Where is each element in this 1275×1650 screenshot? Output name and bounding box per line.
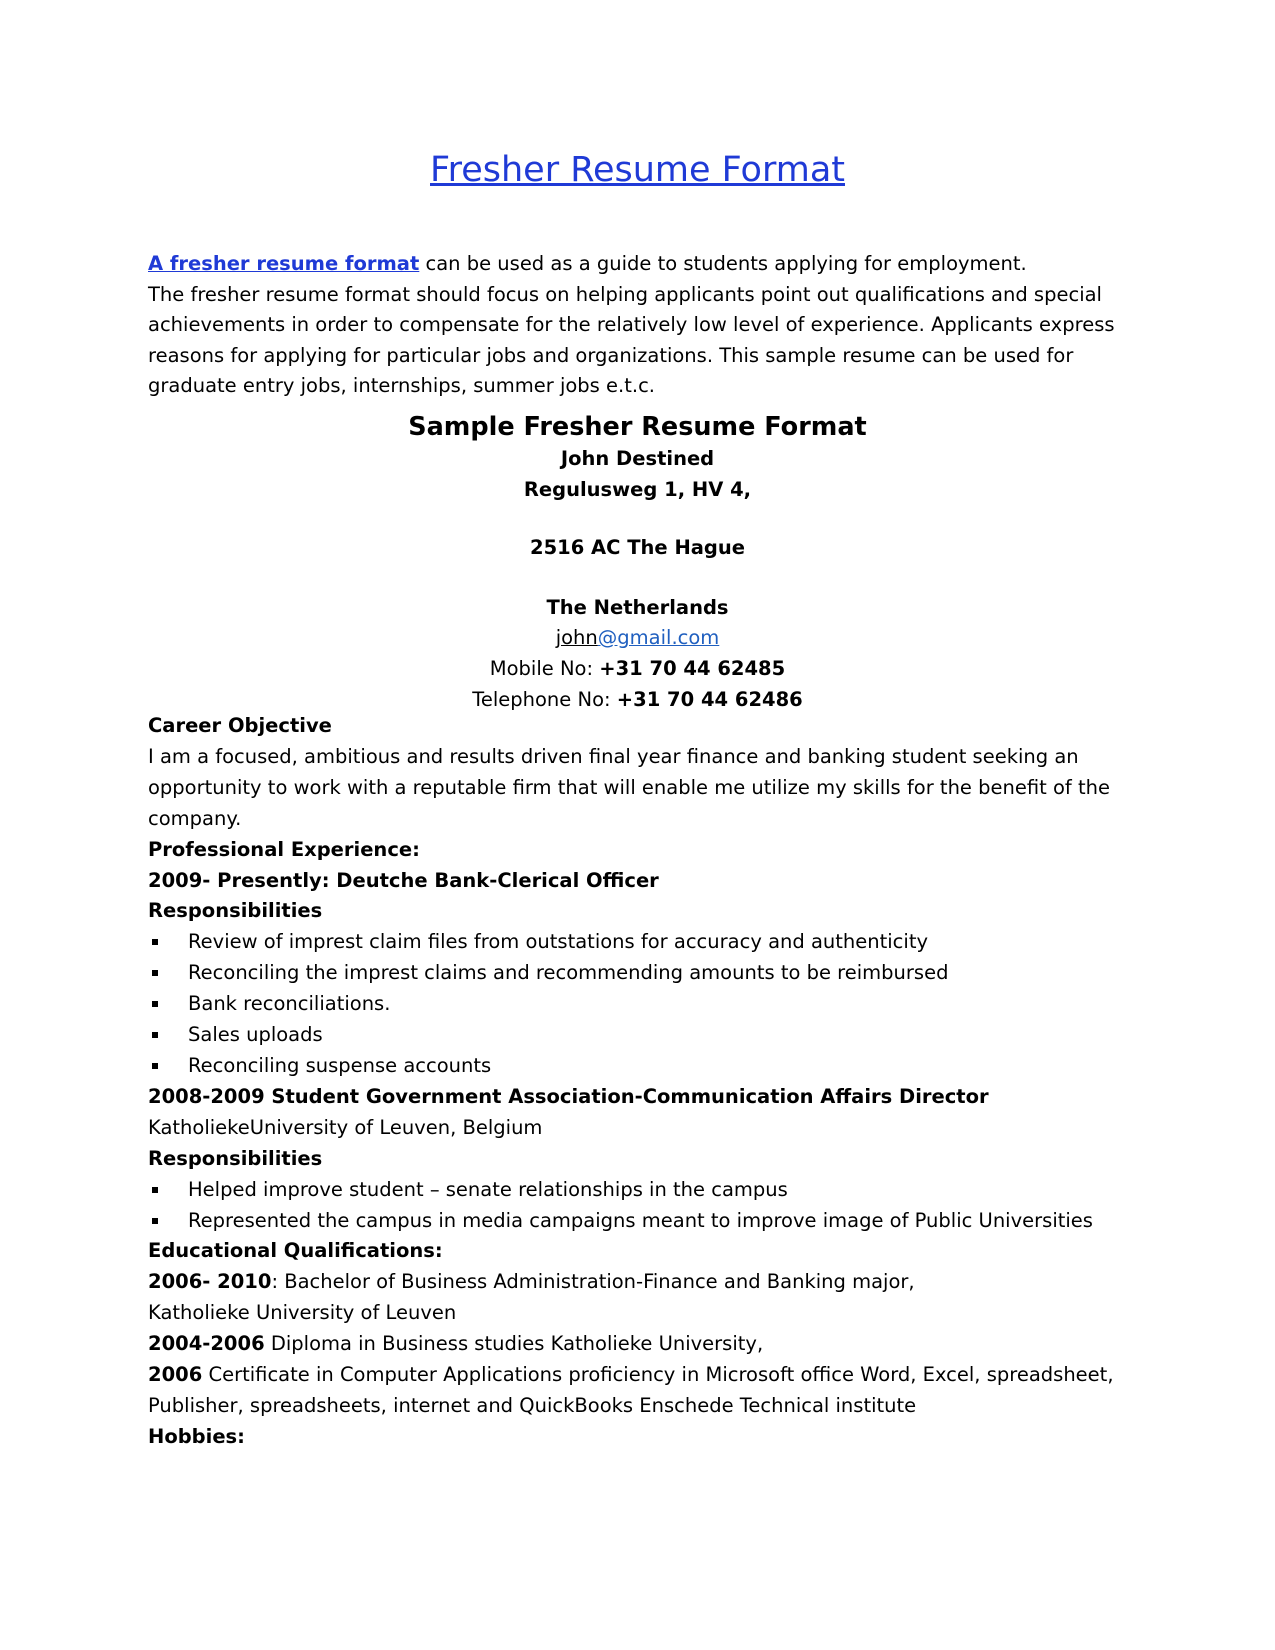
list-item: Sales uploads [148,1020,1133,1051]
sample-heading: Sample Fresher Resume Format [408,412,867,442]
mobile-label: Mobile No: [489,656,600,680]
email-link[interactable] [0,623,1275,654]
telephone-label: Telephone No: [472,687,617,711]
resume-body [148,711,1133,1453]
experience-heading: Professional Experience: [148,837,420,861]
email-user: john [555,626,598,650]
page-title [0,146,1275,194]
list-item: Bank reconciliations. [148,989,1133,1020]
intro-text: The fresher resume format should focus on helping applicants point out qualifications and special achievements in order to compensate for the relatively low level of experience. Applicants express reasons for applying for particular jobs and organizations. This sample resume can be used for graduate entry jobs, internships, summer jobs e.t.c. [148,282,1115,398]
bullet-icon [152,1032,158,1038]
career-heading: Career Objective [148,714,332,737]
bullet-icon [152,1063,158,1069]
intro-link[interactable]: A fresher resume format [148,252,420,275]
title-link[interactable]: Fresher Resume Format [430,150,845,190]
hobbies-heading: Hobbies: [148,1424,245,1448]
bullet-icon [152,1218,158,1224]
candidate-name: John Destined [560,447,715,470]
mobile-value: +31 70 44 62485 [599,656,786,680]
list-item: Review of imprest claim files from outstations for accuracy and authenticity [148,927,1133,958]
address-line-2: 2516 AC The Hague [530,536,745,560]
edu-1-school: Katholieke University of Leuven [148,1301,457,1325]
job1-responsibilities [148,927,1133,1082]
education-heading: Educational Qualifications: [148,1239,443,1263]
edu-3: 2006 Certificate in Computer Applications proficiency in Microsoft office Word, Excel, spreadsheet, Publisher, spreadsheets, internet and QuickBooks Enschede Technical institute [148,1363,1114,1417]
mobile-line [0,654,1275,685]
contact-block [0,410,1275,715]
email-domain: @gmail.com [597,626,720,650]
edu-2: 2004-2006 Diploma in Business studies Katholieke University, [148,1332,764,1356]
career-text: I am a focused, ambitious and results driven final year finance and banking student seeking an opportunity to work with a reputable firm that will enable me utilize my skills for the benefit of the company. [148,744,1110,830]
list-item: Helped improve student – senate relationships in the campus [148,1175,1133,1206]
job1-title: 2009- Presently: Deutche Bank-Clerical Officer [148,868,659,892]
bullet-icon [152,1001,158,1007]
edu-1: 2006- 2010: Bachelor of Business Administration-Finance and Banking major, [148,1270,915,1294]
country: The Netherlands [546,595,729,619]
list-item: Reconciling the imprest claims and recommending amounts to be reimbursed [148,958,1133,989]
job2-responsibilities [148,1175,1133,1237]
intro-paragraph [148,249,1133,402]
job2-resp-heading: Responsibilities [148,1146,323,1170]
list-item: Reconciling suspense accounts [148,1051,1133,1082]
bullet-icon [152,1187,158,1193]
telephone-value: +31 70 44 62486 [616,687,803,711]
job2-org: KatholiekeUniversity of Leuven, Belgium [148,1115,543,1139]
intro-first-line: can be used as a guide to students applying for employment. [419,252,1027,275]
job1-resp-heading: Responsibilities [148,899,323,923]
list-item: Represented the campus in media campaigns meant to improve image of Public Universities [148,1206,1133,1237]
bullet-icon [152,970,158,976]
bullet-icon [152,939,158,945]
job2-title: 2008-2009 Student Government Association-Communication Affairs Director [148,1084,989,1108]
address-line-1: Regulusweg 1, HV 4, [523,477,752,501]
